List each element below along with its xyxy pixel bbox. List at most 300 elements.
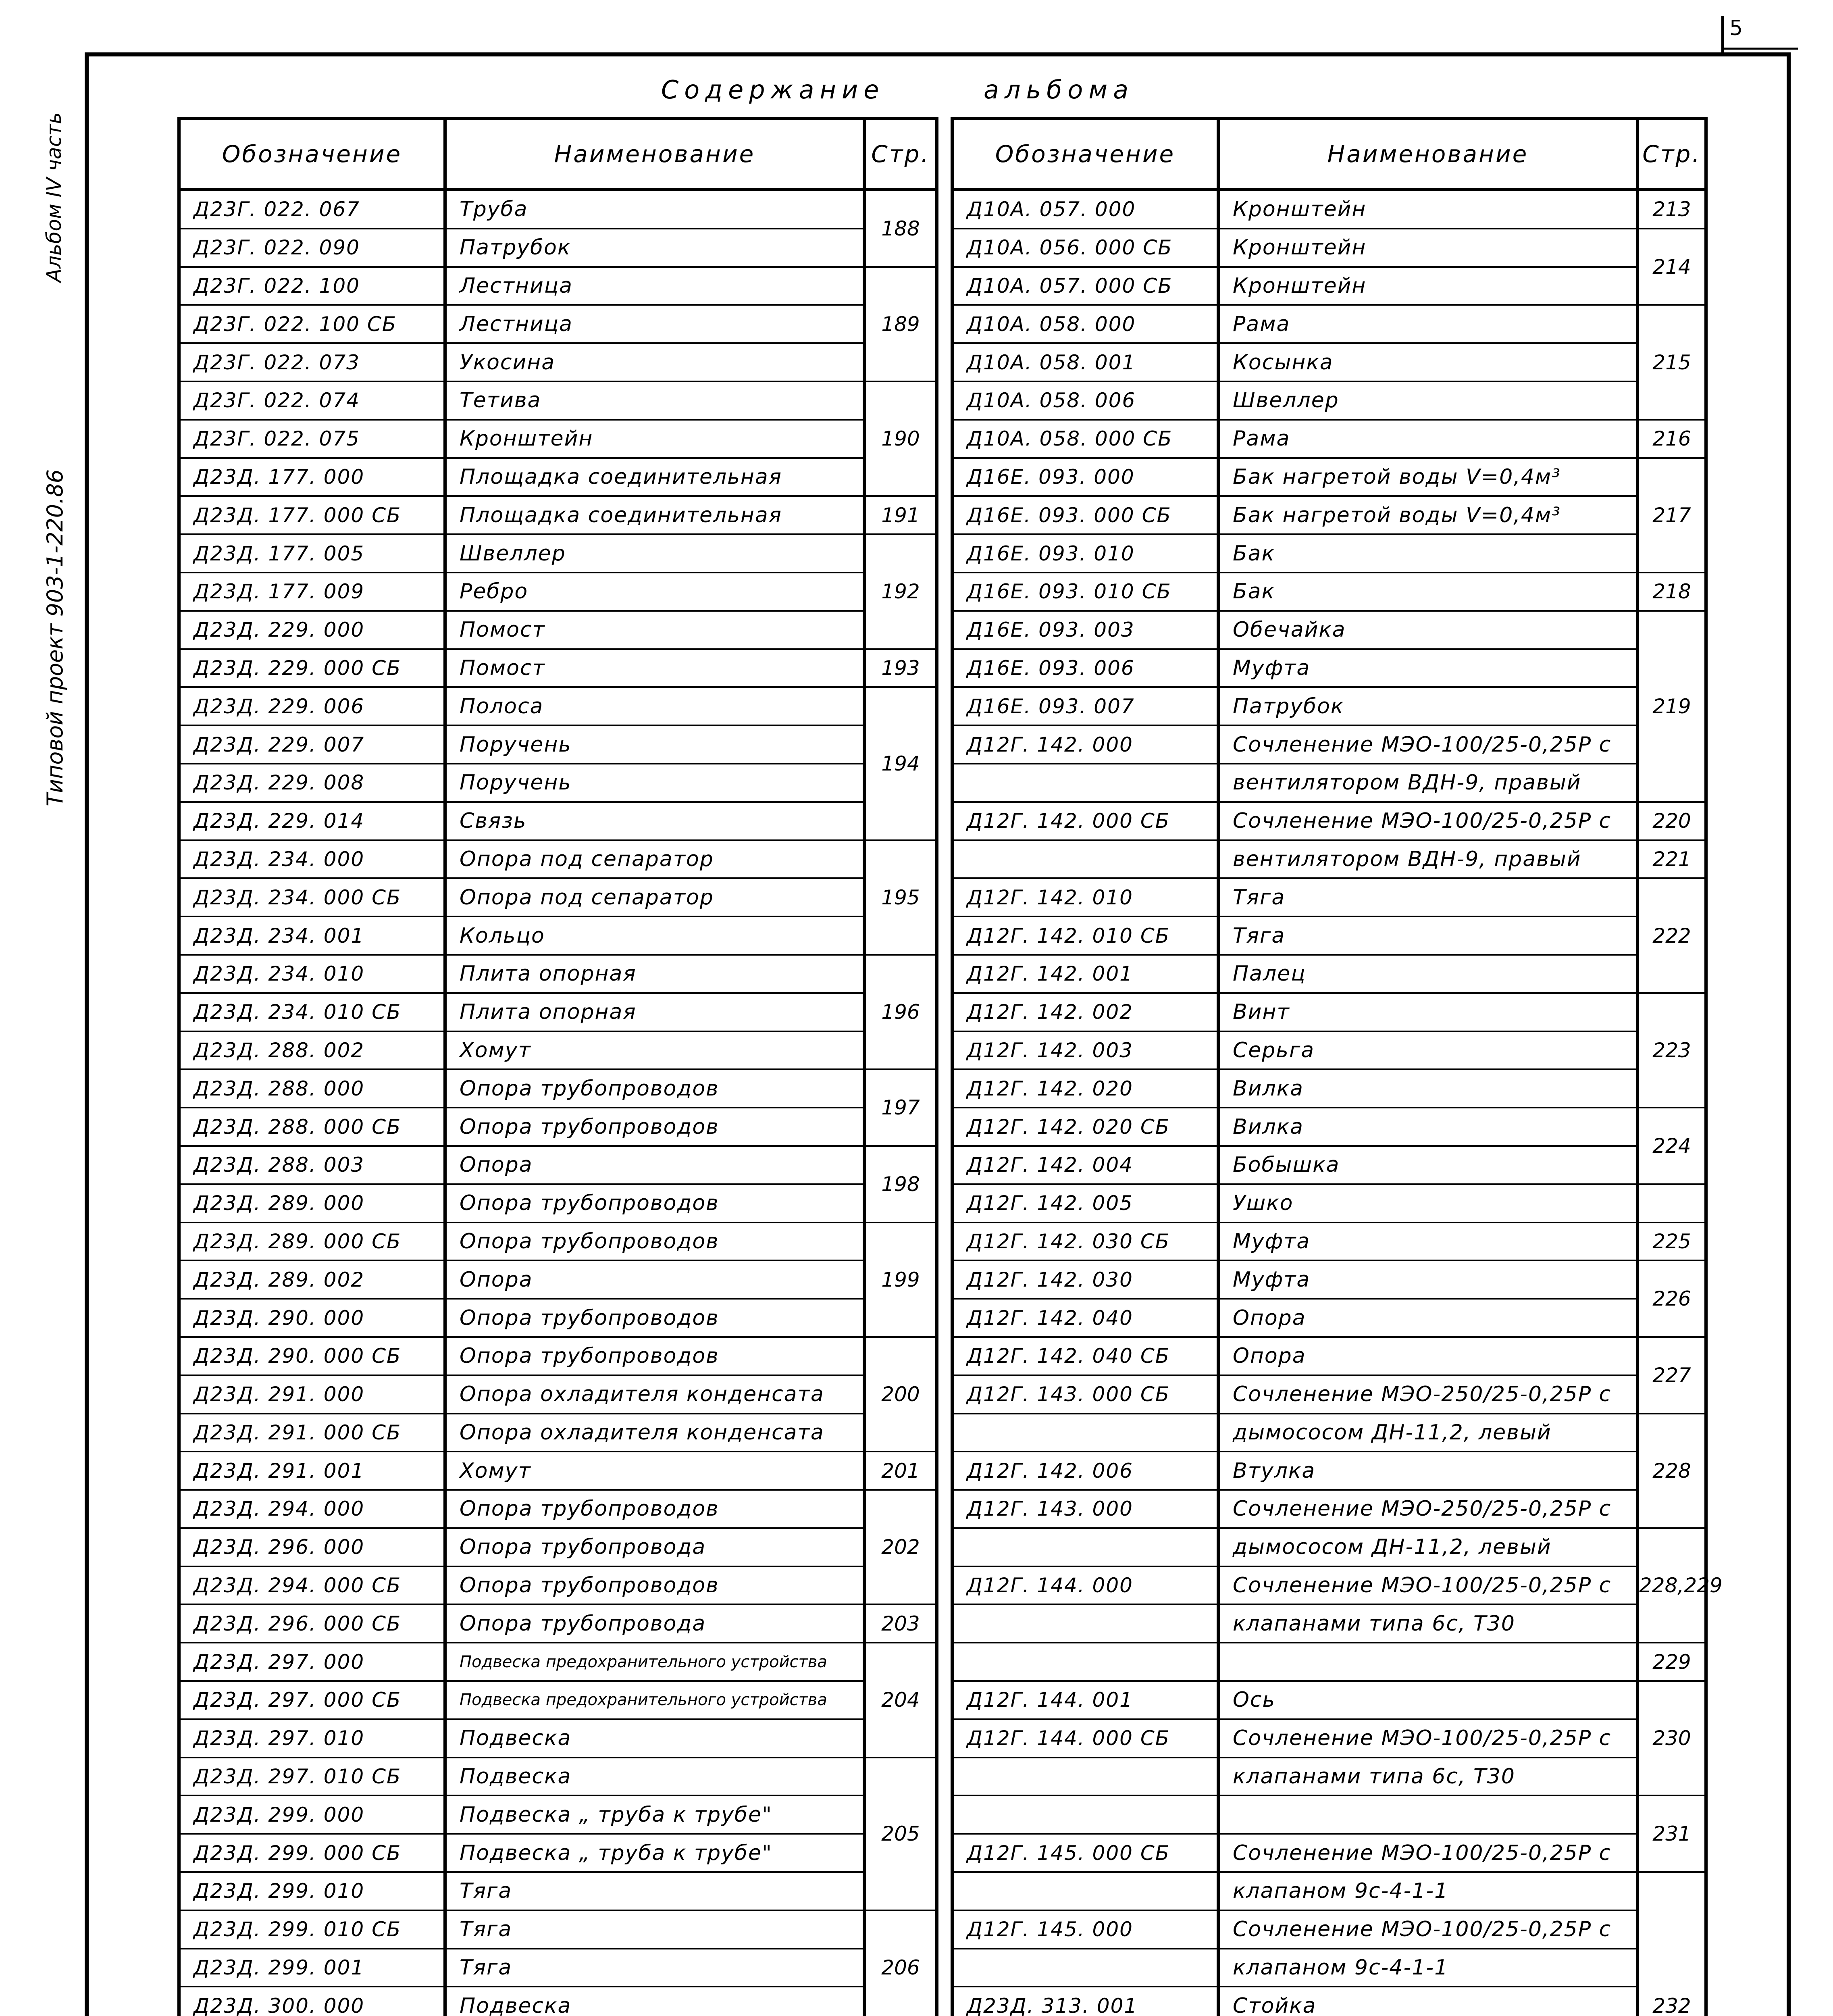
page-number-cell: 216 [1637, 420, 1706, 458]
table-row [952, 1566, 1706, 1605]
table-row [952, 1910, 1706, 1949]
item-name: Патрубок [445, 229, 864, 267]
table-row [179, 1452, 937, 1490]
drawing-code: Д12Г. 142. 020 [952, 1069, 1218, 1108]
drawing-code: Д16Е. 093. 010 [952, 534, 1218, 573]
item-name: Бак нагретой воды V=0,4м³ [1218, 496, 1637, 534]
table-row [179, 1834, 937, 1872]
table-row [179, 687, 937, 725]
header-code: Обозначение [179, 119, 445, 190]
table-row [952, 1987, 1706, 2016]
table-row [179, 725, 937, 764]
item-name: Опора трубопроводов [445, 1490, 864, 1528]
item-name: Лестница [445, 305, 864, 343]
drawing-code: Д23Д. 296. 000 [179, 1528, 445, 1566]
page-number-cell: 229 [1637, 1643, 1706, 1681]
table-row [179, 534, 937, 573]
item-name: Подвеска [445, 1987, 864, 2016]
page-number-cell: 193 [864, 649, 937, 687]
drawing-code: Д10А. 058. 000 СБ [952, 420, 1218, 458]
table-row [952, 267, 1706, 305]
header-code: Обозначение [952, 119, 1218, 190]
drawing-code: Д23Г. 022. 100 [179, 267, 445, 305]
table-row [179, 1987, 937, 2016]
item-name: Связь [445, 802, 864, 840]
toc-table-right [951, 117, 1723, 2016]
table-row [179, 1414, 937, 1452]
item-name: Швеллер [445, 534, 864, 573]
drawing-code: Д12Г. 142. 030 [952, 1260, 1218, 1299]
item-name: Косынка [1218, 343, 1637, 381]
item-name: Опора трубопроводов [445, 1299, 864, 1337]
drawing-code: Д23Д. 291. 000 [179, 1375, 445, 1414]
drawing-code: Д10А. 057. 000 [952, 190, 1218, 229]
item-name: дымососом ДН-11,2, левый [1218, 1528, 1637, 1566]
drawing-code: Д10А. 058. 001 [952, 343, 1218, 381]
table-row [952, 1031, 1706, 1070]
item-name: Опора трубопроводов [445, 1069, 864, 1108]
drawing-code: Д23Д. 299. 000 [179, 1795, 445, 1834]
header-name: Наименование [1218, 119, 1637, 190]
item-name: Бобышка [1218, 1146, 1637, 1184]
page-number-cell: 192 [864, 534, 937, 649]
item-name: Опора трубопровода [445, 1528, 864, 1566]
item-name: Тяга [1218, 916, 1637, 955]
item-name: Опора трубопроводов [445, 1184, 864, 1223]
table-row [952, 458, 1706, 496]
item-name: Патрубок [1218, 687, 1637, 725]
page-number-cell: 230 [1637, 1681, 1706, 1795]
page-number-cell: 214 [1637, 229, 1706, 305]
table-row [179, 267, 937, 305]
drawing-code: Д23Д. 229. 014 [179, 802, 445, 840]
item-name: Опора трубопроводов [445, 1337, 864, 1375]
page-number-cell: 205 [864, 1758, 937, 1910]
drawing-code: Д23Д. 297. 000 [179, 1643, 445, 1681]
table-row [179, 305, 937, 343]
item-name: клапанами типа 6с, Т30 [1218, 1758, 1637, 1796]
toc-body-right [952, 190, 1723, 2016]
item-name: Тяга [445, 1872, 864, 1910]
drawing-code: Д23Д. 297. 000 СБ [179, 1681, 445, 1719]
drawing-code: Д23Д. 229. 008 [179, 764, 445, 802]
table-row [952, 1184, 1706, 1223]
page-number-cell: 220 [1637, 802, 1706, 840]
table-row [179, 1795, 937, 1834]
drawing-code: Д12Г. 144. 000 [952, 1566, 1218, 1605]
page-number-cell: 217 [1637, 458, 1706, 573]
table-row [952, 1452, 1706, 1490]
item-name: Подвеска [445, 1758, 864, 1796]
item-name: Опора под сепаратор [445, 878, 864, 916]
table-row [952, 1949, 1706, 1987]
drawing-code: Д23Д. 234. 001 [179, 916, 445, 955]
table-row [952, 496, 1706, 534]
page-number-cell: 204 [864, 1643, 937, 1757]
side-project-label: Типовой проект 903-1-220.86 [42, 469, 68, 806]
item-name: Опора охладителя конденсата [445, 1414, 864, 1452]
table-row [179, 1337, 937, 1375]
drawing-code: Д23Д. 234. 010 [179, 955, 445, 993]
item-name: Плита опорная [445, 993, 864, 1031]
item-name: Поручень [445, 764, 864, 802]
drawing-code: Д12Г. 142. 004 [952, 1146, 1218, 1184]
table-row [179, 1566, 937, 1605]
item-name: Подвеска „ труба к трубе" [445, 1834, 864, 1872]
drawing-code: Д12Г. 143. 000 СБ [952, 1375, 1218, 1414]
table-row [179, 1375, 937, 1414]
item-name: Палец [1218, 955, 1637, 993]
page-number-cell: 200 [864, 1337, 937, 1452]
page-number-cell: 221 [1637, 840, 1706, 879]
page-number-cell: 206 [864, 1910, 937, 2016]
page-number-cell: 191 [864, 496, 937, 534]
drawing-code: Д23Д. 291. 000 СБ [179, 1414, 445, 1452]
page-number-cell: 228 [1637, 1414, 1706, 1528]
item-name: Ушко [1218, 1184, 1637, 1223]
item-name: Тяга [445, 1949, 864, 1987]
item-name: Тяга [1218, 878, 1637, 916]
item-name: дымососом ДН-11,2, левый [1218, 1414, 1637, 1452]
item-name: Муфта [1218, 649, 1637, 687]
item-name: Кольцо [445, 916, 864, 955]
table-row [952, 1795, 1706, 1834]
drawing-code [952, 764, 1218, 802]
table-row [179, 420, 937, 458]
item-name: Муфта [1218, 1260, 1637, 1299]
drawing-code [952, 1528, 1218, 1566]
item-name: Кронштейн [1218, 229, 1637, 267]
table-row [952, 343, 1706, 381]
toc-body-left [179, 190, 937, 2016]
drawing-code: Д12Г. 142. 010 [952, 878, 1218, 916]
item-name: Ребро [445, 573, 864, 611]
table-row [179, 916, 937, 955]
drawing-code [952, 1643, 1218, 1681]
drawing-code: Д23Д. 299. 000 СБ [179, 1834, 445, 1872]
drawing-code: Д23Г. 022. 090 [179, 229, 445, 267]
item-name: Обечайка [1218, 611, 1637, 649]
table-row [179, 343, 937, 381]
page-number-cell: 228,229 [1637, 1528, 1706, 1643]
page-number-cell: 198 [864, 1146, 937, 1223]
item-name: Сочленение МЭО-100/25-0,25Р с [1218, 1834, 1637, 1872]
drawing-code: Д23Д. 229. 006 [179, 687, 445, 725]
page-number-cell: 224 [1637, 1108, 1706, 1184]
item-name: Площадка соединительная [445, 496, 864, 534]
page-number-cell: 188 [864, 190, 937, 267]
table-row [952, 725, 1706, 764]
item-name: Вилка [1218, 1108, 1637, 1146]
table-row [952, 1375, 1706, 1414]
page-number-cell: 199 [864, 1223, 937, 1337]
item-name: Опора [1218, 1337, 1637, 1375]
table-row [952, 1299, 1706, 1337]
drawing-code: Д16Е. 093. 003 [952, 611, 1218, 649]
table-row [179, 381, 937, 420]
table-row [952, 190, 1706, 229]
table-row [952, 1872, 1706, 1910]
table-row [179, 190, 937, 229]
item-name: Тетива [445, 381, 864, 420]
table-row [952, 993, 1706, 1031]
table-row [179, 1758, 937, 1796]
page-number-cell: 226 [1637, 1260, 1706, 1337]
table-row [952, 840, 1706, 879]
page-number-cell: 202 [864, 1490, 937, 1604]
item-name [1218, 1643, 1637, 1681]
table-row [952, 305, 1706, 343]
drawing-code: Д16Е. 093. 006 [952, 649, 1218, 687]
page-number-cell: 225 [1637, 1223, 1706, 1261]
item-name: Сочленение МЭО-100/25-0,25Р с [1218, 1719, 1637, 1758]
drawing-code [952, 1604, 1218, 1643]
item-name: вентилятором ВДН-9, правый [1218, 764, 1637, 802]
drawing-code: Д23Г. 022. 073 [179, 343, 445, 381]
drawing-code: Д23Д. 299. 010 [179, 1872, 445, 1910]
item-name: Рама [1218, 420, 1637, 458]
drawing-code: Д23Д. 294. 000 СБ [179, 1566, 445, 1605]
drawing-code: Д10А. 058. 000 [952, 305, 1218, 343]
table-row [952, 1604, 1706, 1643]
item-name: Подвеска предохранительного устройства [445, 1643, 864, 1681]
page-number-cell: 231 [1637, 1795, 1706, 1872]
drawing-code [952, 840, 1218, 879]
table-row [952, 381, 1706, 420]
item-name: Бак нагретой воды V=0,4м³ [1218, 458, 1637, 496]
table-row [179, 1681, 937, 1719]
item-name: клапанами типа 6с, Т30 [1218, 1604, 1637, 1643]
drawing-code: Д12Г. 142. 000 СБ [952, 802, 1218, 840]
drawing-code: Д12Г. 142. 006 [952, 1452, 1218, 1490]
item-name: Бак [1218, 534, 1637, 573]
drawing-code: Д23Г. 022. 100 СБ [179, 305, 445, 343]
drawing-code: Д16Е. 093. 000 [952, 458, 1218, 496]
drawing-code: Д23Г. 022. 067 [179, 190, 445, 229]
item-name: Кронштейн [1218, 267, 1637, 305]
item-name: Опора [1218, 1299, 1637, 1337]
item-name: Сочленение МЭО-100/25-0,25Р с [1218, 1566, 1637, 1605]
table-row [952, 878, 1706, 916]
drawing-code: Д23Г. 022. 074 [179, 381, 445, 420]
item-name: Швеллер [1218, 381, 1637, 420]
item-name: Сочленение МЭО-100/25-0,25Р с [1218, 802, 1637, 840]
drawing-code: Д23Д. 313. 001 [952, 1987, 1218, 2016]
page-number-cell: 227 [1637, 1337, 1706, 1414]
table-row [952, 573, 1706, 611]
table-row [952, 955, 1706, 993]
item-name: Опора под сепаратор [445, 840, 864, 879]
drawing-code: Д12Г. 143. 000 [952, 1490, 1218, 1528]
item-name: Лестница [445, 267, 864, 305]
page-number-cell: 218 [1637, 573, 1706, 611]
item-name: Рама [1218, 305, 1637, 343]
drawing-code: Д12Г. 142. 040 СБ [952, 1337, 1218, 1375]
item-name: Опора [445, 1146, 864, 1184]
page-number-cell: 194 [864, 687, 937, 840]
table-row [179, 993, 937, 1031]
title-left: Содержание [661, 75, 885, 104]
drawing-code: Д23Д. 234. 010 СБ [179, 993, 445, 1031]
item-name: Хомут [445, 1452, 864, 1490]
table-row [179, 878, 937, 916]
page-number-cell: 201 [864, 1452, 937, 1490]
page-number-cell: 223 [1637, 993, 1706, 1108]
table-row [952, 802, 1706, 840]
table-row [179, 649, 937, 687]
table-row [952, 1414, 1706, 1452]
item-name: Муфта [1218, 1223, 1637, 1261]
drawing-code: Д12Г. 144. 001 [952, 1681, 1218, 1719]
table-row [179, 611, 937, 649]
table-row [952, 1528, 1706, 1566]
table-row [952, 1490, 1706, 1528]
drawing-code: Д23Д. 234. 000 СБ [179, 878, 445, 916]
header-page: Стр. [1637, 119, 1706, 190]
item-name: Подвеска [445, 1719, 864, 1758]
item-name: Опора трубопровода [445, 1604, 864, 1643]
table-row [952, 916, 1706, 955]
drawing-code: Д23Д. 294. 000 [179, 1490, 445, 1528]
toc-table-left [177, 117, 938, 2016]
item-name: вентилятором ВДН-9, правый [1218, 840, 1637, 879]
page-number-cell: 222 [1637, 878, 1706, 993]
table-row [179, 1949, 937, 1987]
table-row [952, 1758, 1706, 1796]
table-row [952, 1223, 1706, 1261]
table-row [179, 1490, 937, 1528]
table-row [179, 1223, 937, 1261]
side-album-label: Альбом IV часть [42, 112, 66, 282]
table-row [952, 229, 1706, 267]
table-row [952, 1643, 1706, 1681]
drawing-code: Д23Д. 297. 010 СБ [179, 1758, 445, 1796]
item-name: Ось [1218, 1681, 1637, 1719]
item-name [1218, 1795, 1637, 1834]
table-row [179, 955, 937, 993]
table-row [952, 687, 1706, 725]
drawing-code: Д23Д. 229. 000 СБ [179, 649, 445, 687]
drawing-code: Д23Д. 177. 005 [179, 534, 445, 573]
table-row [179, 496, 937, 534]
item-name: Сочленение МЭО-250/25-0,25Р с [1218, 1375, 1637, 1414]
drawing-code: Д23Д. 177. 009 [179, 573, 445, 611]
table-row [179, 458, 937, 496]
item-name: Помост [445, 649, 864, 687]
drawing-code: Д23Д. 297. 010 [179, 1719, 445, 1758]
drawing-code: Д23Д. 299. 001 [179, 1949, 445, 1987]
page-number-cell: 215 [1637, 305, 1706, 419]
drawing-code: Д23Д. 288. 000 [179, 1069, 445, 1108]
drawing-code: Д23Д. 290. 000 СБ [179, 1337, 445, 1375]
table-row [179, 802, 937, 840]
table-row [179, 1643, 937, 1681]
item-name: Опора охладителя конденсата [445, 1375, 864, 1414]
table-row [179, 573, 937, 611]
table-row [179, 1528, 937, 1566]
header-page: Стр. [864, 119, 937, 190]
item-name: Плита опорная [445, 955, 864, 993]
table-row [179, 1299, 937, 1337]
drawing-code: Д10А. 056. 000 СБ [952, 229, 1218, 267]
drawing-code: Д23Д. 299. 010 СБ [179, 1910, 445, 1949]
drawing-code: Д12Г. 142. 030 СБ [952, 1223, 1218, 1261]
table-row [952, 420, 1706, 458]
drawing-code: Д16Е. 093. 000 СБ [952, 496, 1218, 534]
table-row [179, 1031, 937, 1070]
drawing-code: Д23Д. 288. 003 [179, 1146, 445, 1184]
drawing-code: Д23Д. 288. 000 СБ [179, 1108, 445, 1146]
drawing-code: Д12Г. 142. 010 СБ [952, 916, 1218, 955]
item-name: Площадка соединительная [445, 458, 864, 496]
item-name: Поручень [445, 725, 864, 764]
item-name: Серьга [1218, 1031, 1637, 1070]
item-name: Труба [445, 190, 864, 229]
item-name: Винт [1218, 993, 1637, 1031]
item-name: Опора трубопроводов [445, 1108, 864, 1146]
item-name: Подвеска „ труба к трубе" [445, 1795, 864, 1834]
table-row [179, 1872, 937, 1910]
item-name: Сочленение МЭО-100/25-0,25Р с [1218, 1910, 1637, 1949]
item-name: клапаном 9с-4-1-1 [1218, 1872, 1637, 1910]
drawing-code: Д12Г. 142. 002 [952, 993, 1218, 1031]
table-row [952, 1260, 1706, 1299]
page-number-cell [1637, 1184, 1706, 1223]
table-row [952, 1681, 1706, 1719]
item-name: Подвеска предохранительного устройства [445, 1681, 864, 1719]
table-row [952, 649, 1706, 687]
drawing-code: Д23Д. 234. 000 [179, 840, 445, 879]
table-row [952, 1146, 1706, 1184]
table-row [952, 764, 1706, 802]
item-name: Опора трубопроводов [445, 1223, 864, 1261]
item-name: Вилка [1218, 1069, 1637, 1108]
table-row [952, 1337, 1706, 1375]
page-title [0, 75, 1833, 111]
drawing-code: Д23Д. 229. 000 [179, 611, 445, 649]
drawing-code: Д23Д. 291. 001 [179, 1452, 445, 1490]
page-number-cell: 190 [864, 381, 937, 496]
table-row [952, 611, 1706, 649]
drawing-code: Д23Д. 288. 002 [179, 1031, 445, 1070]
item-name: Кронштейн [1218, 190, 1637, 229]
table-row [179, 1719, 937, 1758]
drawing-code: Д12Г. 142. 020 СБ [952, 1108, 1218, 1146]
drawing-code: Д12Г. 142. 000 [952, 725, 1218, 764]
table-row [952, 1719, 1706, 1758]
page-number-cell: 197 [864, 1069, 937, 1146]
drawing-code: Д16Е. 093. 010 СБ [952, 573, 1218, 611]
item-name: Опора [445, 1260, 864, 1299]
item-name: Хомут [445, 1031, 864, 1070]
page-number-cell: 219 [1637, 611, 1706, 802]
table-row [952, 1834, 1706, 1872]
item-name: Бак [1218, 573, 1637, 611]
drawing-code: Д10А. 057. 000 СБ [952, 267, 1218, 305]
drawing-code: Д23Д. 289. 002 [179, 1260, 445, 1299]
drawing-code [952, 1795, 1218, 1834]
table-row [179, 1184, 937, 1223]
drawing-code: Д12Г. 142. 040 [952, 1299, 1218, 1337]
item-name: Помост [445, 611, 864, 649]
drawing-code [952, 1758, 1218, 1796]
table-row [179, 1069, 937, 1108]
page-number-cell: 213 [1637, 190, 1706, 229]
drawing-code [952, 1872, 1218, 1910]
table-row [179, 1260, 937, 1299]
table-row [952, 534, 1706, 573]
item-name: Тяга [445, 1910, 864, 1949]
